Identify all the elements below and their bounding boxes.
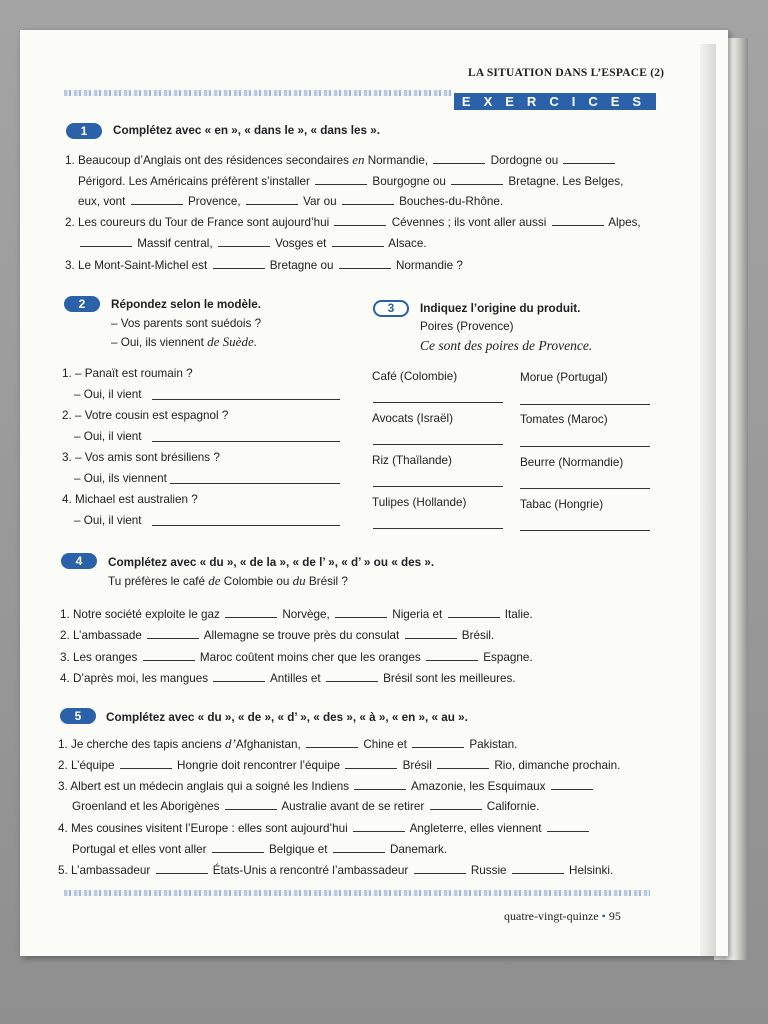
ex5-line-2: 2. L’équipe Hongrie doit rencontrer l’équipe Brésil Rio, dimanche prochain. xyxy=(58,759,621,772)
blank[interactable] xyxy=(551,779,593,790)
ex1-line-5: Massif central, Vosges et Alsace. xyxy=(78,236,427,251)
blank[interactable] xyxy=(326,671,378,682)
ex4-line-4: 4. D’après moi, les mangues Antilles et Brésil sont les meilleures. xyxy=(60,672,516,685)
exercise-1-instruction: Complétez avec « en », « dans le », « dans les ». xyxy=(113,124,380,137)
blank[interactable] xyxy=(246,194,298,205)
decorative-band-top xyxy=(64,90,452,96)
blank[interactable] xyxy=(131,194,183,205)
blank[interactable] xyxy=(414,863,466,874)
blank[interactable] xyxy=(218,236,270,247)
exercise-4-instruction: Complétez avec « du », « de la », « de l’ », « d’ » ou « des ». xyxy=(108,556,435,569)
blank[interactable] xyxy=(563,153,615,164)
ex3-answer-line[interactable] xyxy=(520,404,650,405)
blank[interactable] xyxy=(120,758,172,769)
blank[interactable] xyxy=(342,194,394,205)
blank[interactable] xyxy=(339,258,391,269)
blank[interactable] xyxy=(212,842,264,853)
exercise-2-instruction: Répondez selon le modèle. xyxy=(111,298,262,311)
ex2-answer-line-3[interactable] xyxy=(170,483,340,484)
blank[interactable] xyxy=(80,236,132,247)
ex2-a4: – Oui, il vient xyxy=(74,514,142,527)
ex4-line-2: 2. L’ambassade Allemagne se trouve près du consulat Brésil. xyxy=(60,629,495,642)
page-footer xyxy=(504,909,621,924)
blank[interactable] xyxy=(354,779,406,790)
blank[interactable] xyxy=(332,236,384,247)
exercices-banner: EXERCICES xyxy=(454,93,656,110)
ex4-example: Tu préfères le café de Colombie ou du Brésil ? xyxy=(108,573,348,588)
ex2-q2: 2. – Votre cousin est espagnol ? xyxy=(62,409,229,422)
ex5-line-6: Portugal et elles vont aller Belgique et Danemark. xyxy=(72,843,448,856)
blank[interactable] xyxy=(430,799,482,810)
exercise-3-instruction: Indiquez l’origine du produit. xyxy=(420,302,581,315)
footer-bullet: • xyxy=(601,909,606,923)
blank[interactable] xyxy=(213,258,265,269)
running-head: LA SITUATION DANS L’ESPACE (2) xyxy=(468,67,665,79)
ex3-item: Beurre (Normandie) xyxy=(520,456,624,469)
ex5-line-4: Groenland et les Aborigènes Australie avant de se retirer Californie. xyxy=(72,800,540,813)
ex3-item: Riz (Thaïlande) xyxy=(372,454,452,467)
ex1-line-1: 1. Beaucoup d’Anglais ont des résidences secondaires en Normandie, Dordogne ou xyxy=(65,153,617,168)
ex2-answer-line-2[interactable] xyxy=(152,441,340,442)
ex1-line-3: eux, vont Provence, Var ou Bouches-du-Rhône. xyxy=(78,195,504,208)
ex3-item: Morue (Portugal) xyxy=(520,371,608,384)
ex2-a3: – Oui, ils viennent xyxy=(74,472,167,485)
blank[interactable] xyxy=(552,215,604,226)
page-gutter-shadow xyxy=(700,44,716,956)
exercise-1-badge: 1 xyxy=(66,123,102,139)
ex2-model-question: – Vos parents sont suédois ? xyxy=(111,317,262,330)
ex3-example: Poires (Provence) xyxy=(420,320,514,333)
blank[interactable] xyxy=(405,628,457,639)
blank[interactable] xyxy=(225,799,277,810)
ex1-line-2: Périgord. Les Américains préfèrent s’installer Bourgogne ou Bretagne. Les Belges, xyxy=(78,175,624,188)
exercise-3-badge: 3 xyxy=(373,300,409,317)
blank[interactable] xyxy=(353,821,405,832)
blank[interactable] xyxy=(448,607,500,618)
blank[interactable] xyxy=(426,650,478,661)
decorative-band-bottom xyxy=(64,890,650,896)
blank[interactable] xyxy=(547,821,589,832)
page-footer-text: quatre-vingt-quinze xyxy=(504,909,599,923)
ex3-item: Tabac (Hongrie) xyxy=(520,498,604,511)
ex3-answer-line[interactable] xyxy=(373,402,503,403)
blank[interactable] xyxy=(437,758,489,769)
blank[interactable] xyxy=(333,842,385,853)
blank[interactable] xyxy=(213,671,265,682)
blank[interactable] xyxy=(433,153,485,164)
blank[interactable] xyxy=(334,215,386,226)
blank[interactable] xyxy=(451,174,503,185)
ex3-answer-line[interactable] xyxy=(520,530,650,531)
ex3-answer-line[interactable] xyxy=(373,444,503,445)
ex3-example-answer: Ce sont des poires de Provence. xyxy=(420,338,593,353)
blank[interactable] xyxy=(315,174,367,185)
exercise-4-badge: 4 xyxy=(61,553,97,569)
blank[interactable] xyxy=(335,607,387,618)
ex5-line-1: 1. Je cherche des tapis anciens d’Afghanistan, Chine et Pakistan. xyxy=(58,736,518,751)
ex3-item: Tulipes (Hollande) xyxy=(372,496,467,509)
blank[interactable] xyxy=(306,737,358,748)
ex2-q4: 4. Michael est australien ? xyxy=(62,493,198,506)
ex2-answer-line-1[interactable] xyxy=(152,399,340,400)
ex1-line-6: 3. Le Mont-Saint-Michel est Bretagne ou Normandie ? xyxy=(65,259,463,272)
ex1-line-4: 2. Les coureurs du Tour de France sont aujourd’hui Cévennes ; ils vont aller aussi Alpes, xyxy=(65,216,641,229)
ex3-answer-line[interactable] xyxy=(373,528,503,529)
ex2-model-answer: – Oui, ils viennent de Suède. xyxy=(111,334,257,349)
ex4-line-1: 1. Notre société exploite le gaz Norvège, Nigeria et Italie. xyxy=(60,608,533,621)
blank[interactable] xyxy=(412,737,464,748)
exercise-2-badge: 2 xyxy=(64,296,100,312)
blank[interactable] xyxy=(512,863,564,874)
exercise-5-instruction: Complétez avec « du », « de », « d’ », « des », « à », « en », « au ». xyxy=(106,711,468,724)
ex2-a2: – Oui, il vient xyxy=(74,430,142,443)
blank[interactable] xyxy=(225,607,277,618)
ex3-item: Café (Colombie) xyxy=(372,370,458,383)
ex3-item: Tomates (Maroc) xyxy=(520,413,608,426)
blank[interactable] xyxy=(345,758,397,769)
blank[interactable] xyxy=(156,863,208,874)
ex4-line-3: 3. Les oranges Maroc coûtent moins cher que les oranges Espagne. xyxy=(60,651,533,664)
ex5-line-5: 4. Mes cousines visitent l’Europe : elles sont aujourd’hui Angleterre, elles viennent xyxy=(58,821,591,836)
blank[interactable] xyxy=(147,628,199,639)
ex3-item: Avocats (Israël) xyxy=(372,412,453,425)
exercise-5-badge: 5 xyxy=(60,708,96,724)
ex2-q1: 1. – Panaït est roumain ? xyxy=(62,367,193,380)
ex2-q3: 3. – Vos amis sont brésiliens ? xyxy=(62,451,220,464)
ex2-a1: – Oui, il vient xyxy=(74,388,142,401)
blank[interactable] xyxy=(143,650,195,661)
ex5-line-7: 5. L’ambassadeur États-Unis a rencontré l’ambassadeur Russie Helsinki. xyxy=(58,864,614,877)
ex3-answer-line[interactable] xyxy=(520,488,650,489)
page-number: 95 xyxy=(608,909,621,923)
ex3-answer-line[interactable] xyxy=(520,446,650,447)
ex3-answer-line[interactable] xyxy=(373,486,503,487)
ex2-answer-line-4[interactable] xyxy=(152,525,340,526)
ex5-line-3: 3. Albert est un médecin anglais qui a soigné les Indiens Amazonie, les Esquimaux xyxy=(58,779,595,794)
